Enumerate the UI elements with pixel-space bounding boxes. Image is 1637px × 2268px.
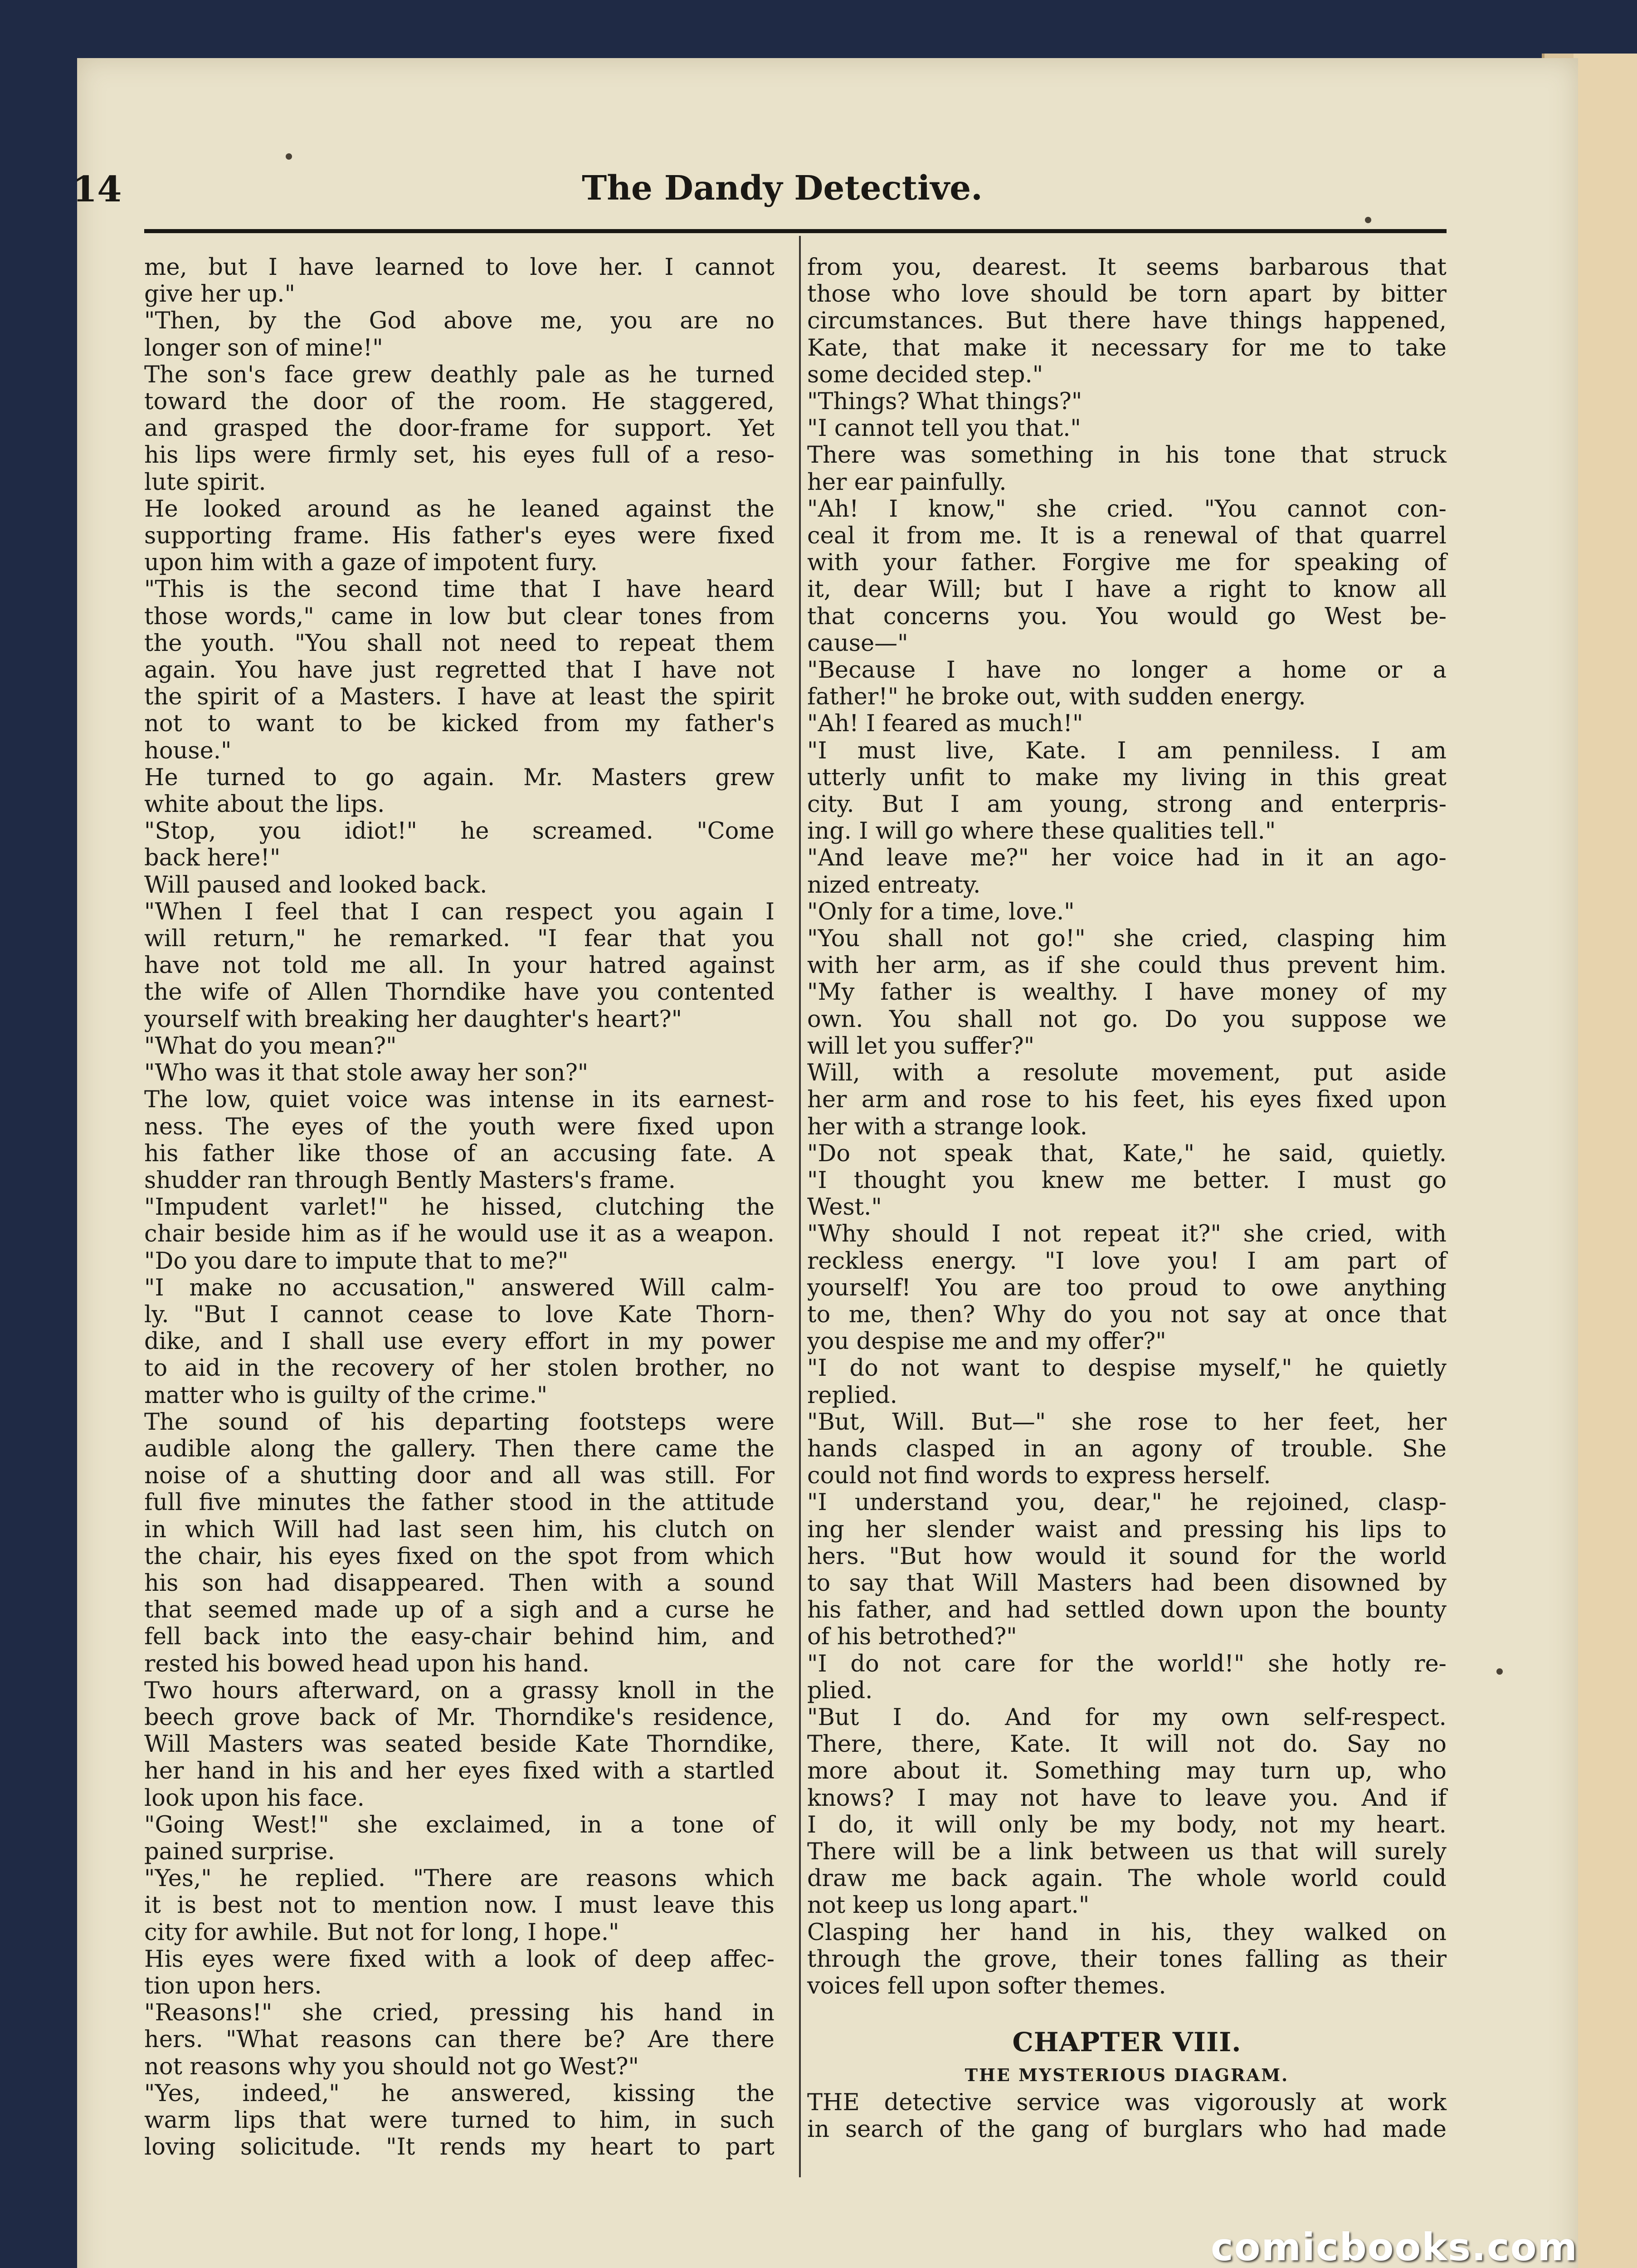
right-column-line: "Because I have no longer a home or a xyxy=(807,657,1447,684)
left-column-line: audible along the gallery. Then there came the xyxy=(144,1435,775,1462)
left-column-line: loving solicitude. "It rends my heart to part xyxy=(144,2134,775,2161)
right-column-line: "I thought you knew me better. I must go xyxy=(807,1167,1447,1194)
left-column-line: ly. "But I cannot cease to love Kate Thorn- xyxy=(144,1301,775,1328)
right-column-line: "I cannot tell you that." xyxy=(807,415,1081,442)
right-column-line: "Do not speak that, Kate," he said, quietly. xyxy=(807,1140,1447,1167)
left-column-line: his father like those of an accusing fate. A xyxy=(144,1140,775,1167)
left-column-line: back here!" xyxy=(144,845,281,872)
left-column-line: it is best not to mention now. I must leave this xyxy=(144,1892,775,1919)
right-column-line: "Ah! I feared as much!" xyxy=(807,710,1083,738)
chapter-heading: CHAPTER VIII. xyxy=(1012,2027,1242,2058)
left-column-line: in which Will had last seen him, his clutch on xyxy=(144,1516,775,1543)
right-column-line: There, there, Kate. It will not do. Say no xyxy=(807,1731,1447,1758)
left-column-line: "Impudent varlet!" he hissed, clutching the xyxy=(144,1194,775,1221)
left-column-line: "I make no accusation," answered Will calm- xyxy=(144,1274,775,1301)
left-column-line: city for awhile. But not for long, I hope." xyxy=(144,1919,619,1946)
right-column-line: circumstances. But there have things happened, xyxy=(807,308,1447,335)
right-column-line: some decided step." xyxy=(807,361,1043,388)
left-column-line: He looked around as he leaned against the xyxy=(144,495,775,523)
left-column-line: His eyes were fixed with a look of deep affec- xyxy=(144,1945,775,1973)
left-column-line: the wife of Allen Thorndike have you contented xyxy=(144,979,775,1006)
right-column-line: "I must live, Kate. I am penniless. I am xyxy=(807,737,1447,764)
right-column-line: "I understand you, dear," he rejoined, clasp- xyxy=(807,1489,1447,1516)
left-column-line: "Do you dare to impute that to me?" xyxy=(144,1247,569,1275)
right-column-line: "Things? What things?" xyxy=(807,388,1082,415)
right-column-line: yourself! You are too proud to owe anything xyxy=(807,1274,1447,1301)
left-column-line: white about the lips. xyxy=(144,791,385,818)
right-column-line: from you, dearest. It seems barbarous that xyxy=(807,254,1447,281)
left-column-line: "Reasons!" she cried, pressing his hand in xyxy=(144,1999,775,2027)
left-column-line: fell back into the easy-chair behind him, and xyxy=(144,1623,775,1651)
left-column-line: Two hours afterward, on a grassy knoll in the xyxy=(144,1677,775,1704)
right-column-line: could not find words to express herself. xyxy=(807,1462,1271,1490)
running-title: The Dandy Detective. xyxy=(582,169,983,208)
right-column-line: her arm and rose to his feet, his eyes fixed upon xyxy=(807,1086,1447,1114)
right-column-line: "But I do. And for my own self-respect. xyxy=(807,1704,1447,1731)
right-column-line: ing. I will go where these qualities tell." xyxy=(807,818,1276,845)
ink-speck xyxy=(1496,1668,1503,1675)
left-column-line: the chair, his eyes fixed on the spot from which xyxy=(144,1543,775,1570)
right-column-line: will let you suffer?" xyxy=(807,1032,1035,1060)
left-column-line: "Yes, indeed," he answered, kissing the xyxy=(144,2080,775,2107)
right-column-line: with your father. Forgive me for speaking of xyxy=(807,549,1447,577)
left-column-line: longer son of mine!" xyxy=(144,334,383,362)
watermark: comicbooks.com xyxy=(1211,2225,1578,2268)
left-column-line: to aid in the recovery of her stolen brother, no xyxy=(144,1355,775,1382)
right-column-line: cause—" xyxy=(807,630,908,657)
left-column-line: warm lips that were turned to him, in such xyxy=(144,2107,775,2134)
left-column-line: not to want to be kicked from my father's xyxy=(144,710,775,738)
right-column-line: "But, Will. But—" she rose to her feet, her xyxy=(807,1408,1447,1436)
right-column-line: nized entreaty. xyxy=(807,871,981,899)
left-column-line: "What do you mean?" xyxy=(144,1032,397,1060)
left-column-line: the youth. "You shall not need to repeat them xyxy=(144,630,775,657)
right-column-line: city. But I am young, strong and enterpris- xyxy=(807,791,1447,818)
right-column-line: ing her slender waist and pressing his lips to xyxy=(807,1516,1447,1543)
ink-speck xyxy=(1365,217,1371,223)
ink-speck xyxy=(286,153,292,160)
left-column-line: The son's face grew deathly pale as he turned xyxy=(144,361,775,388)
left-column-line: upon him with a gaze of impotent fury. xyxy=(144,549,598,577)
chapter-subtitle: THE MYSTERIOUS DIAGRAM. xyxy=(965,2065,1289,2086)
left-column-line: yourself with breaking her daughter's heart?" xyxy=(144,1006,682,1033)
next-page-edge-inner xyxy=(1574,54,1637,2268)
left-column-line: "Who was it that stole away her son?" xyxy=(144,1060,589,1087)
left-column-line: me, but I have learned to love her. I cannot xyxy=(144,254,775,281)
left-column-line: The sound of his departing footsteps were xyxy=(144,1408,775,1436)
right-column-line: "Only for a time, love." xyxy=(807,898,1075,925)
right-column-line: ceal it from me. It is a renewal of that quarrel xyxy=(807,523,1447,550)
left-column-line: her hand in his and her eyes fixed with a startled xyxy=(144,1758,775,1785)
left-column-line: give her up." xyxy=(144,281,295,308)
right-column-line: Will, with a resolute movement, put aside xyxy=(807,1060,1447,1087)
right-column-line: her with a strange look. xyxy=(807,1113,1087,1140)
left-column-line: not reasons why you should not go West?" xyxy=(144,2053,639,2080)
left-column-line: Will paused and looked back. xyxy=(144,871,487,899)
page-number: 14 xyxy=(73,169,122,210)
left-column-line: "Stop, you idiot!" he screamed. "Come xyxy=(144,818,775,845)
right-column-line: to say that Will Masters had been disowned by xyxy=(807,1569,1447,1597)
right-column-line: plied. xyxy=(807,1677,873,1704)
left-column-line: He turned to go again. Mr. Masters grew xyxy=(144,764,775,791)
right-column-line: it, dear Will; but I have a right to know all xyxy=(807,576,1447,603)
left-column-line: noise of a shutting door and all was still. For xyxy=(144,1462,775,1490)
right-column-line: I do, it will only be my body, not my heart. xyxy=(807,1811,1447,1838)
left-column-line: "When I feel that I can respect you again I xyxy=(144,898,775,925)
right-column-line: Clasping her hand in his, they walked on xyxy=(807,1919,1447,1946)
right-column-line: you despise me and my offer?" xyxy=(807,1328,1166,1355)
left-column xyxy=(144,254,775,2160)
right-column-line: reckless energy. "I love you! I am part of xyxy=(807,1247,1447,1275)
left-column-line: The low, quiet voice was intense in its earnest- xyxy=(144,1086,775,1114)
right-column-line: with her arm, as if she could thus prevent him. xyxy=(807,952,1447,979)
left-column-line: matter who is guilty of the crime." xyxy=(144,1382,548,1409)
left-column-line: Will Masters was seated beside Kate Thorndike, xyxy=(144,1731,775,1758)
left-column-line: his son had disappeared. Then with a sound xyxy=(144,1569,775,1597)
left-column-line: again. You have just regretted that I have not xyxy=(144,657,775,684)
right-column-line: not keep us long apart." xyxy=(807,1892,1090,1919)
chapter-opening-line: in search of the gang of burglars who had made xyxy=(807,2116,1447,2143)
left-column-line: toward the door of the room. He staggered, xyxy=(144,388,775,415)
right-column-line: his father, and had settled down upon the bounty xyxy=(807,1597,1447,1624)
right-column-line: "You shall not go!" she cried, clasping him xyxy=(807,925,1447,953)
column-divider xyxy=(799,236,801,2177)
left-column-line: pained surprise. xyxy=(144,1838,335,1865)
right-column-line: her ear painfully. xyxy=(807,469,1007,496)
right-column-line: There was something in his tone that struck xyxy=(807,442,1447,469)
left-column-line: those words," came in low but clear tones from xyxy=(144,603,775,630)
left-column-line: beech grove back of Mr. Thorndike's residence, xyxy=(144,1704,775,1731)
right-column-line: of his betrothed?" xyxy=(807,1623,1017,1651)
right-column-line: "Ah! I know," she cried. "You cannot con- xyxy=(807,495,1447,523)
right-column-line: father!" he broke out, with sudden energy. xyxy=(807,684,1306,711)
right-column-line: "Why should I not repeat it?" she cried, with xyxy=(807,1221,1447,1248)
header-rule xyxy=(144,229,1447,233)
right-column-line: West." xyxy=(807,1194,882,1221)
right-column xyxy=(807,254,1447,2143)
left-column-line: have not told me all. In your hatred against xyxy=(144,952,775,979)
left-column-line: his lips were firmly set, his eyes full of a reso- xyxy=(144,442,775,469)
right-column-line: through the grove, their tones falling as their xyxy=(807,1945,1447,1973)
right-column-line: "I do not care for the world!" she hotly re- xyxy=(807,1650,1447,1677)
left-column-line: hers. "What reasons can there be? Are there xyxy=(144,2026,775,2053)
right-column-line: draw me back again. The whole world could xyxy=(807,1865,1447,1892)
left-column-line: lute spirit. xyxy=(144,469,266,496)
right-column-line: "I do not want to despise myself," he quietly xyxy=(807,1355,1447,1382)
right-column-line: own. You shall not go. Do you suppose we xyxy=(807,1006,1447,1033)
left-column-line: "Yes," he replied. "There are reasons which xyxy=(144,1865,775,1892)
left-column-line: will return," he remarked. "I fear that you xyxy=(144,925,775,953)
left-column-line: dike, and I shall use every effort in my power xyxy=(144,1328,775,1355)
right-column-line: "And leave me?" her voice had in it an ago- xyxy=(807,845,1447,872)
left-column-line: the spirit of a Masters. I have at least the spirit xyxy=(144,684,775,711)
right-column-line: knows? I may not have to leave you. And if xyxy=(807,1784,1447,1812)
right-column-line: replied. xyxy=(807,1382,897,1409)
left-column-line: look upon his face. xyxy=(144,1784,365,1812)
left-column-line: rested his bowed head upon his hand. xyxy=(144,1650,590,1677)
left-column-line: full five minutes the father stood in the attitude xyxy=(144,1489,775,1516)
right-column-line: more about it. Something may turn up, who xyxy=(807,1758,1447,1785)
right-column-line: hands clasped in an agony of trouble. She xyxy=(807,1435,1447,1462)
chapter-opening-line: THE detective service was vigorously at work xyxy=(807,2089,1447,2116)
left-column-line: and grasped the door-frame for support. Yet xyxy=(144,415,775,442)
left-column-line: ness. The eyes of the youth were fixed upon xyxy=(144,1113,775,1140)
left-column-line: shudder ran through Bently Masters's frame. xyxy=(144,1167,676,1194)
right-column-line: hers. "But how would it sound for the world xyxy=(807,1543,1447,1570)
left-column-line: tion upon hers. xyxy=(144,1973,322,1999)
right-column-line: "My father is wealthy. I have money of my xyxy=(807,979,1447,1006)
right-column-line: Kate, that make it necessary for me to take xyxy=(807,334,1447,362)
right-column-line: to me, then? Why do you not say at once that xyxy=(807,1301,1447,1328)
right-column-line: utterly unfit to make my living in this great xyxy=(807,764,1447,791)
right-column-line: that concerns you. You would go West be- xyxy=(807,603,1447,630)
left-column-line: "Then, by the God above me, you are no xyxy=(144,308,775,335)
left-column-line: chair beside him as if he would use it as a weapon. xyxy=(144,1221,775,1248)
right-column-line: voices fell upon softer themes. xyxy=(807,1973,1166,1999)
right-column-line: those who love should be torn apart by bitter xyxy=(807,281,1447,308)
left-column-line: house." xyxy=(144,737,232,764)
left-column-line: "Going West!" she exclaimed, in a tone of xyxy=(144,1811,775,1838)
left-column-line: that seemed made up of a sigh and a curse he xyxy=(144,1597,775,1624)
right-column-line: There will be a link between us that will surely xyxy=(807,1838,1447,1865)
left-column-line: "This is the second time that I have heard xyxy=(144,576,775,603)
left-column-line: supporting frame. His father's eyes were fixed xyxy=(144,523,775,550)
